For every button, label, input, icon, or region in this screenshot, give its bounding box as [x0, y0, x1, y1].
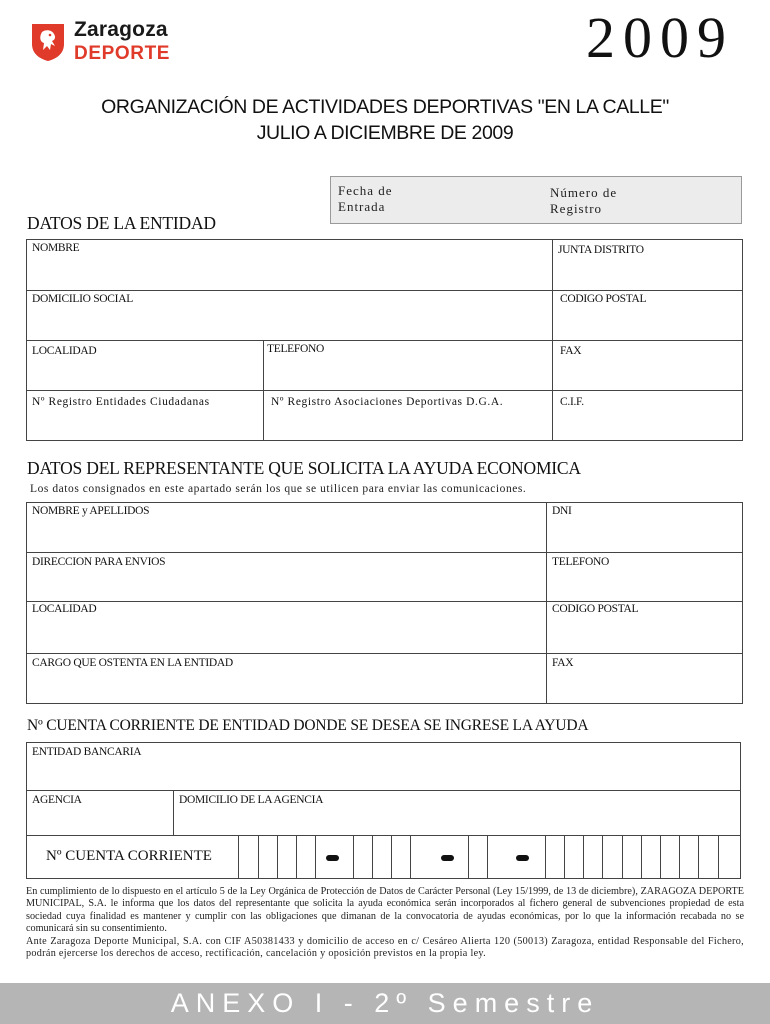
representative-data-table	[26, 502, 743, 704]
account-digit-box[interactable]	[238, 835, 239, 879]
representative-section-heading: DATOS DEL REPRESENTANTE QUE SOLICITA LA AYUDA ECONOMICA	[27, 458, 581, 478]
account-digit-box[interactable]	[641, 835, 642, 879]
account-digit-box[interactable]	[353, 835, 354, 879]
rep-telefono-field[interactable]	[547, 553, 743, 602]
entity-fax-field[interactable]	[553, 341, 743, 391]
field-label: FAX	[560, 345, 582, 357]
field-label: NOMBRE	[32, 242, 80, 254]
field-label: TELEFONO	[552, 556, 610, 568]
entity-junta-distrito-field[interactable]	[553, 240, 743, 291]
account-separator-dash	[326, 855, 339, 861]
rep-codigo-postal-field[interactable]	[547, 602, 743, 654]
field-label: JUNTA DISTRITO	[558, 244, 644, 256]
rep-fax-field[interactable]	[547, 654, 743, 704]
entity-nombre-field[interactable]	[27, 240, 553, 291]
account-digit-box[interactable]	[660, 835, 661, 879]
legal-paragraph: Ante Zaragoza Deporte Municipal, S.A. con CIF A50381433 y domicilio de acceso en c/ Cesáreo Alierta 120 (50013) Zaragoza, entidad Responsable del Fichero, podrán ejercerse los derechos de acceso, rectificación, cancelación y oposición previstos en la propia ley.	[26, 936, 744, 960]
annex-label: ANEXO I - 2º Semestre	[170, 988, 600, 1018]
rep-nombre-field[interactable]	[27, 503, 547, 553]
legal-notice	[26, 886, 744, 961]
registry-box	[330, 176, 742, 224]
account-digit-box[interactable]	[583, 835, 584, 879]
account-digit-box[interactable]	[315, 835, 316, 879]
field-label: DOMICILIO SOCIAL	[32, 293, 133, 305]
entity-registro-ciudadanas-field[interactable]	[27, 391, 264, 441]
account-digit-box[interactable]	[602, 835, 603, 879]
account-digit-box[interactable]	[372, 835, 373, 879]
field-label: LOCALIDAD	[32, 345, 97, 357]
form-subtitle: JULIO A DICIEMBRE DE 2009	[256, 122, 514, 144]
rep-localidad-field[interactable]	[27, 602, 547, 654]
field-label: DNI	[552, 505, 572, 517]
entity-registro-dga-field[interactable]	[264, 391, 553, 441]
logo-text-deporte: DEPORTE	[74, 43, 171, 64]
field-label: DIRECCION PARA ENVIOS	[32, 556, 166, 568]
entity-telefono-field[interactable]	[264, 341, 553, 391]
account-digit-box[interactable]	[258, 835, 259, 879]
account-digit-box[interactable]	[391, 835, 392, 879]
entity-data-table	[26, 239, 743, 441]
field-label: TELEFONO	[267, 343, 325, 355]
account-digit-box[interactable]	[487, 835, 488, 879]
account-digit-box[interactable]	[622, 835, 623, 879]
field-label: NOMBRE y APELLIDOS	[32, 505, 150, 517]
form-title: ORGANIZACIÓN DE ACTIVIDADES DEPORTIVAS "EN LA CALLE"	[101, 96, 669, 118]
account-digit-box[interactable]	[679, 835, 680, 879]
bank-agencia-field[interactable]	[27, 791, 174, 836]
representative-note: Los datos consignados en este apartado serán los que se utilicen para enviar las comunicaciones.	[30, 483, 527, 495]
rep-dni-field[interactable]	[547, 503, 743, 553]
field-label: CARGO QUE OSTENTA EN LA ENTIDAD	[32, 657, 233, 669]
account-digit-box[interactable]	[564, 835, 565, 879]
field-label: Nº Registro Asociaciones Deportivas D.G.A.	[271, 396, 504, 408]
bank-domicilio-agencia-field[interactable]	[174, 791, 741, 836]
account-digit-box[interactable]	[277, 835, 278, 879]
account-separator-dash	[441, 855, 454, 861]
account-number-label: Nº CUENTA CORRIENTE	[46, 848, 212, 864]
entity-codigo-postal-field[interactable]	[553, 291, 743, 341]
zaragoza-deporte-logo	[30, 20, 200, 66]
account-digit-box[interactable]	[410, 835, 411, 879]
fecha-entrada-label: Fecha de Entrada	[338, 183, 393, 214]
rep-cargo-field[interactable]	[27, 654, 547, 704]
entity-cif-field[interactable]	[553, 391, 743, 441]
bank-entidad-field[interactable]	[27, 743, 741, 791]
logo-text-zaragoza: Zaragoza	[74, 18, 168, 41]
field-label: Nº Registro Entidades Ciudadanas	[32, 396, 210, 408]
numero-registro-label: Número de Registro	[550, 185, 618, 216]
legal-paragraph: En cumplimiento de lo dispuesto en el artículo 5 de la Ley Orgánica de Protección de Datos de Carácter Personal (Ley 15/1999, de 13 de diciembre), ZARAGOZA DEPORTE MUNICIPAL, S.A. le informa que los datos del representante que solicita la ayuda económica serán incorporados al fichero general de subvenciones propiedad de esta sociedad cuya finalidad es mantener y cumplir con las obligaciones que dimanan de la convocatoria de ayudas económicas, por lo que la información recabada no se comunicará sin su consentimiento.	[26, 886, 744, 934]
bank-section-heading: Nº CUENTA CORRIENTE DE ENTIDAD DONDE SE DESEA SE INGRESE LA AYUDA	[27, 717, 589, 734]
bank-data-table	[26, 742, 741, 836]
rep-direccion-field[interactable]	[27, 553, 547, 602]
field-label: DOMICILIO DE LA AGENCIA	[179, 794, 324, 806]
account-separator-dash	[516, 855, 529, 861]
field-label: AGENCIA	[32, 794, 82, 806]
field-label: FAX	[552, 657, 574, 669]
field-label: CODIGO POSTAL	[552, 603, 639, 615]
field-label: ENTIDAD BANCARIA	[32, 746, 142, 758]
year-heading: 2009	[586, 5, 734, 70]
footer-band	[0, 983, 770, 1024]
account-digit-box[interactable]	[718, 835, 719, 879]
account-digit-box[interactable]	[698, 835, 699, 879]
field-label: CODIGO POSTAL	[560, 293, 647, 305]
account-digit-box[interactable]	[296, 835, 297, 879]
field-label: LOCALIDAD	[32, 603, 97, 615]
entity-localidad-field[interactable]	[27, 341, 264, 391]
entity-domicilio-field[interactable]	[27, 291, 553, 341]
account-digit-box[interactable]	[545, 835, 546, 879]
entity-section-heading: DATOS DE LA ENTIDAD	[27, 213, 216, 233]
lion-shield-icon	[30, 22, 66, 62]
field-label: C.I.F.	[560, 396, 584, 408]
account-digit-box[interactable]	[468, 835, 469, 879]
